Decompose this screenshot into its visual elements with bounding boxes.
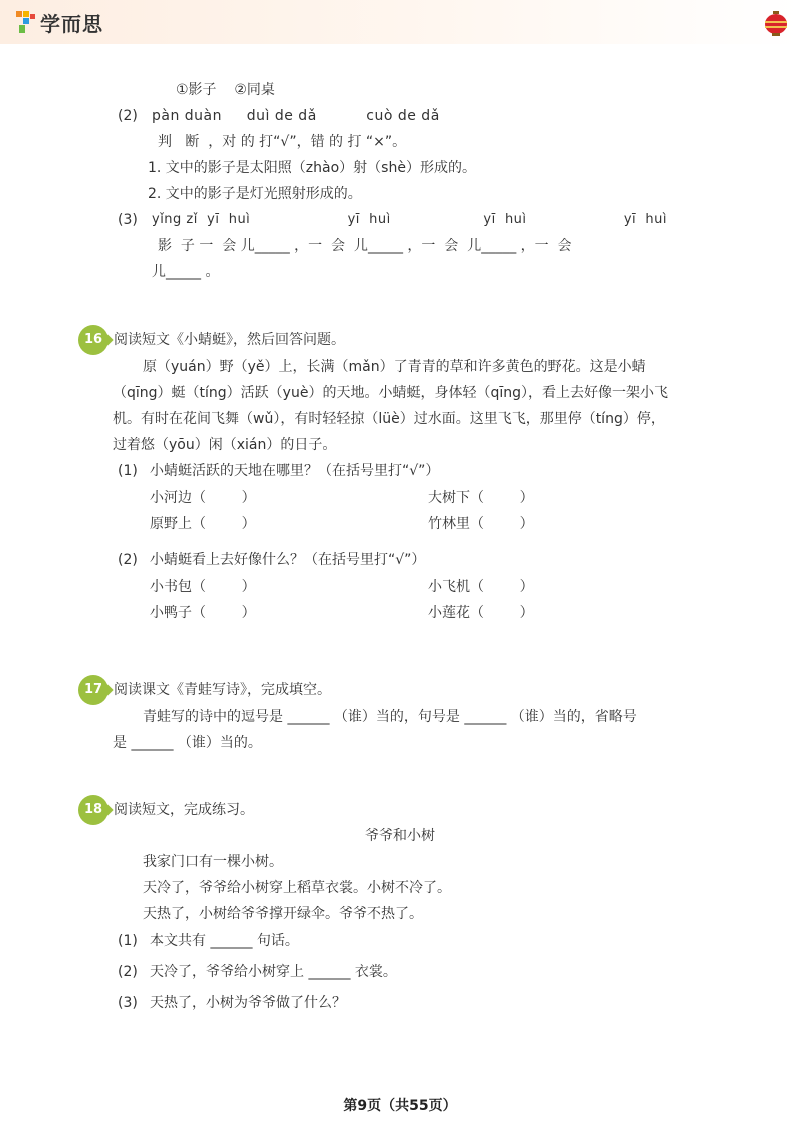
q16-title: 阅读短文《小蜻蜓》，然后回答问题。 xyxy=(114,332,345,348)
q16-sub1-option[interactable]: 小河边（ ） xyxy=(150,490,256,506)
q18-story-title: 爷爷和小树 xyxy=(365,828,435,844)
q15-sub3-line-2: 儿_____ 。 xyxy=(152,264,220,280)
q15-sub2-instruction: 判 断 ，对 的 打“√”，错 的 打 “×”。 xyxy=(158,134,407,150)
q16-passage-line-1: 原（yuán）野（yě）上，长满（mǎn）了青青的草和许多黄色的野花。这是小蜻 xyxy=(143,359,646,375)
lantern-icon xyxy=(762,10,790,38)
header-band xyxy=(0,0,800,44)
q16-sub2-option[interactable]: 小飞机（ ） xyxy=(428,579,534,595)
brand-mark-icon xyxy=(14,9,36,35)
q18-q3-text: 天热了，小树为爷爷做了什么？ xyxy=(150,995,346,1011)
q18-story-line-2: 天冷了，爷爷给小树穿上稻草衣裳。小树不冷了。 xyxy=(143,880,451,896)
q15-sub2-item-2: 2. 文中的影子是灯光照射形成的。 xyxy=(148,186,362,202)
q16-passage-line-3: 机。有时在花间飞舞（wǔ），有时轻轻掠（lüè）过水面。这里飞飞，那里停（tíng）停， xyxy=(113,411,665,427)
q16-sub1-question: 小蜻蜓活跃的天地在哪里？（在括号里打“√”） xyxy=(150,463,440,479)
q15-sub3-pinyin: yǐng zǐ yī huì yī huì yī huì yī huì xyxy=(152,212,667,227)
q16-passage-line-2: （qīng）蜓（tíng）活跃（yuè）的天地。小蜻蜓，身体轻（qīng），看上去好像一架小飞 xyxy=(113,385,668,401)
q18-number-badge: 18 xyxy=(78,795,108,825)
brand-name: 学而思 xyxy=(40,11,103,36)
q15-sub2-pinyin: pàn duàn duì de dǎ cuò de dǎ xyxy=(152,108,440,124)
q16-sub2-option[interactable]: 小莲花（ ） xyxy=(428,605,534,621)
q18-q2-number: (2) xyxy=(118,964,138,980)
q15-options: ①影子 ②同桌 xyxy=(176,82,275,98)
q16-sub2-number: (2) xyxy=(118,552,138,568)
q17-title: 阅读课文《青蛙写诗》，完成填空。 xyxy=(114,682,331,698)
q15-sub2-number: (2) xyxy=(118,108,138,124)
q18-q3-number: (3) xyxy=(118,995,138,1011)
q17-line-1: 青蛙写的诗中的逗号是 ______ （谁）当的，句号是 ______ （谁）当的，省略号 xyxy=(143,709,637,725)
q16-sub1-option[interactable]: 大树下（ ） xyxy=(428,490,534,506)
q18-q1-number: (1) xyxy=(118,933,138,949)
q15-sub2-item-1: 1. 文中的影子是太阳照（zhào）射（shè）形成的。 xyxy=(148,160,476,176)
q17-line-2: 是 ______ （谁）当的。 xyxy=(113,735,262,751)
q15-sub3-line-1: 影 子 一 会 儿_____ ，一 会 儿_____ ，一 会 儿_____ ，一 会 xyxy=(158,238,572,254)
q17-number-badge: 17 xyxy=(78,675,108,705)
q18-title: 阅读短文，完成练习。 xyxy=(114,802,254,818)
q18-story-line-3: 天热了，小树给爷爷撑开绿伞。爷爷不热了。 xyxy=(143,906,423,922)
q18-q2-text: 天冷了，爷爷给小树穿上 ______ 衣裳。 xyxy=(150,964,397,980)
q16-sub1-number: (1) xyxy=(118,463,138,479)
q16-sub1-option[interactable]: 竹林里（ ） xyxy=(428,516,534,532)
brand-logo xyxy=(14,8,103,36)
q18-story-line-1: 我家门口有一棵小树。 xyxy=(143,854,283,870)
q16-number-badge: 16 xyxy=(78,325,108,355)
q16-sub1-option[interactable]: 原野上（ ） xyxy=(150,516,256,532)
q16-sub2-question: 小蜻蜓看上去好像什么？（在括号里打“√”） xyxy=(150,552,426,568)
q15-sub3-number: (3) xyxy=(118,212,138,228)
page-number: 第9页（共55页） xyxy=(343,1098,457,1114)
q16-passage-line-4: 过着悠（yōu）闲（xián）的日子。 xyxy=(113,437,337,453)
q18-q1-text: 本文共有 ______ 句话。 xyxy=(150,933,299,949)
q16-sub2-option[interactable]: 小书包（ ） xyxy=(150,579,256,595)
q16-sub2-option[interactable]: 小鸭子（ ） xyxy=(150,605,256,621)
